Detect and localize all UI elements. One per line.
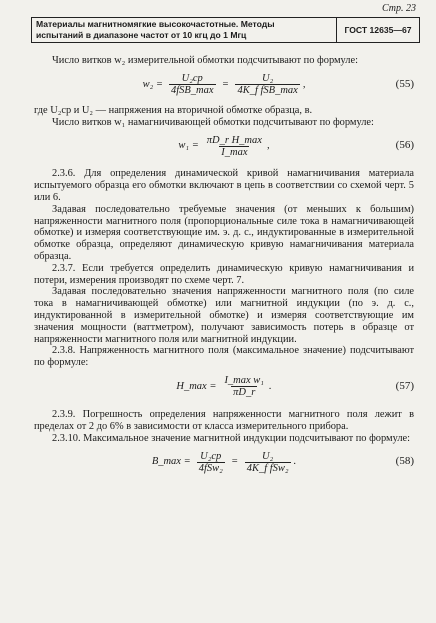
eq56-tail: , [266,140,270,152]
eq58-f2-denominator: 4K_f fSw₂ [246,462,289,474]
eq58-lhs: B_max = [151,456,191,468]
eq57-fraction [222,375,266,398]
eq58-f2-numerator: U₂ [262,450,274,462]
eq55-lhs: w₂ = [142,78,163,90]
eq56-lhs: w₁ = [178,140,199,152]
paragraph-2-3-8: 2.3.8. Напряженность магнитного поля (максимальное значение) подсчитывают по формуле: [34,345,414,369]
equation-56 [34,128,414,164]
eq58-number: (58) [395,455,414,468]
eq55-equals: = [222,78,229,90]
eq57-denominator: πD_r [233,387,256,399]
eq55-f2-denominator: 4K_f fSB_max [237,85,298,97]
equation-55 [34,67,414,103]
eq55-f2-numerator: U₂ [262,73,274,85]
eq55-number: (55) [395,77,414,90]
eq57-tail: . [268,381,272,393]
eq55-fraction-2 [235,73,299,96]
paragraph-2-3-7: 2.3.7. Если требуется определить динамическую кривую намагничивания и потери, измерения производят по схеме черт. 7. [34,262,414,286]
eq55-tail: , [302,78,306,90]
document-header [31,17,420,43]
paragraph-w1-intro: Число витков w₁ намагничивающей обмотки подсчитывают по формуле: [52,116,374,128]
eq58-equals: = [231,456,238,468]
eq57-numerator: I_max w₁ [224,375,264,387]
eq58-fraction-1 [197,451,225,474]
header-title-line1: Материалы магнитномягкие высокочастотные. Методы [36,19,275,29]
equation-57 [34,369,414,405]
paragraph-2-3-6-procedure: Задавая последовательно требуемые значения (от меньших к большим) напряженности магнитного поля (пропорциональные силе тока в намагничивающей обмотке) и измеряя соответствующие им. э. д. с., индуктированные в измерительной обмотке образца, определяют динамическую кривую намагничивания материала образца. [34,203,414,262]
paragraph-where-u2: где U₂ср и U₂ — напряжения на вторичной обмотке образца, в. [34,104,313,116]
eq56-denominator: I_max [221,146,248,158]
eq58-fraction-2 [245,451,291,474]
paragraph-2-3-7-procedure: Задавая последовательно значения напряженности магнитного поля (по силе тока в намагничивающей обмотке) или магнитной индукции (по э. д. с., индуктированной в измерительной обмотке) и измеряя соответствующие им значения мощности (ваттметром), получают зависимость потерь в образце от напряженности магнитного поля или магнитной индукции. [34,286,414,345]
paragraph-2-3-9: 2.3.9. Погрешность определения напряженности магнитного поля лежит в пределах от 2 до 6% в зависимости от класса измерительного прибора. [34,408,414,432]
eq56-numerator: πD_r H_max [206,134,262,146]
paragraph-2-3-6: 2.3.6. Для определения динамической кривой намагничивания материала испытуемого образца его обмотки включают в цепь в соответствии со схемой черт. 5 или 6. [34,168,414,203]
header-title [32,18,337,42]
paragraph-w2-intro: Число витков w₂ измерительной обмотки подсчитывают по формуле: [52,55,358,66]
document-body [34,55,414,480]
standard-number: ГОСТ 12635—67 [344,25,412,35]
eq58-tail: . [293,456,297,468]
eq55-f1-denominator: 4fSB_max [170,85,214,97]
eq56-fraction [205,135,264,158]
eq55-fraction-1 [169,73,216,96]
header-title-line2: испытаний в диапазоне частот от 10 кгц до 1 Мгц [36,30,247,40]
page-number: Стр. 23 [381,3,416,14]
eq57-lhs: H_max = [176,381,217,393]
eq58-f1-numerator: U₂ср [200,450,222,462]
eq55-f1-numerator: U₂ср [181,73,203,85]
paragraph-2-3-10: 2.3.10. Максимальное значение магнитной индукции подсчитывают по формуле: [52,432,411,444]
eq56-number: (56) [395,139,414,152]
eq57-number: (57) [395,380,414,393]
eq58-f1-denominator: 4fSw₂ [198,462,223,474]
equation-58 [34,444,414,480]
